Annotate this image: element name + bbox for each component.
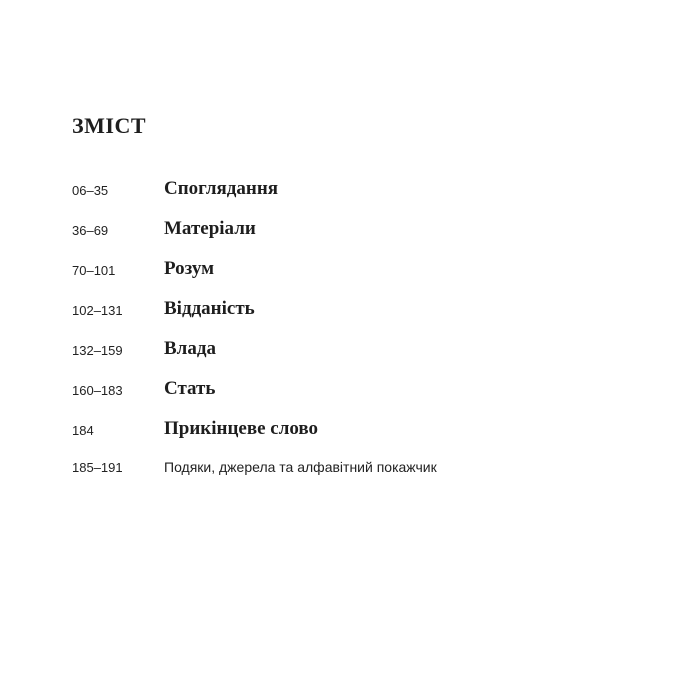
- toc-entry-label: Матеріали: [164, 218, 256, 239]
- toc-entry-label: Стать: [164, 378, 216, 399]
- toc-entry-label: Подяки, джерела та алфавітний покажчик: [164, 459, 437, 475]
- toc-entry-label: Влада: [164, 338, 216, 359]
- toc-entry-power: [72, 338, 632, 378]
- toc-entry-afterword: [72, 418, 632, 458]
- toc-entry-materials: [72, 218, 632, 258]
- toc-list: [72, 178, 632, 488]
- toc-entry-mind: [72, 258, 632, 298]
- toc-entry-devotion: [72, 298, 632, 338]
- toc-entry-pages: 36–69: [72, 223, 109, 238]
- toc-entry-label: Розум: [164, 258, 215, 279]
- toc-title: ЗМІСТ: [72, 113, 146, 138]
- toc-entry-pages: 160–183: [72, 383, 123, 398]
- toc-entry-pages: 132–159: [72, 343, 123, 358]
- toc-entry-acknowledgements: [72, 458, 632, 488]
- toc-entry-pages: 184: [72, 423, 94, 438]
- toc-entry-pages: 102–131: [72, 303, 123, 318]
- toc-entry-contemplation: [72, 178, 632, 218]
- toc-entry-pages: 70–101: [72, 263, 116, 278]
- toc-entry-pages: 185–191: [72, 460, 123, 475]
- toc-entry-label: Відданість: [164, 298, 255, 319]
- toc-entry-sex: [72, 378, 632, 418]
- toc-entry-label: Споглядання: [164, 178, 279, 199]
- toc-entry-pages: 06–35: [72, 183, 109, 198]
- toc-entry-label: Прикінцеве слово: [164, 418, 319, 439]
